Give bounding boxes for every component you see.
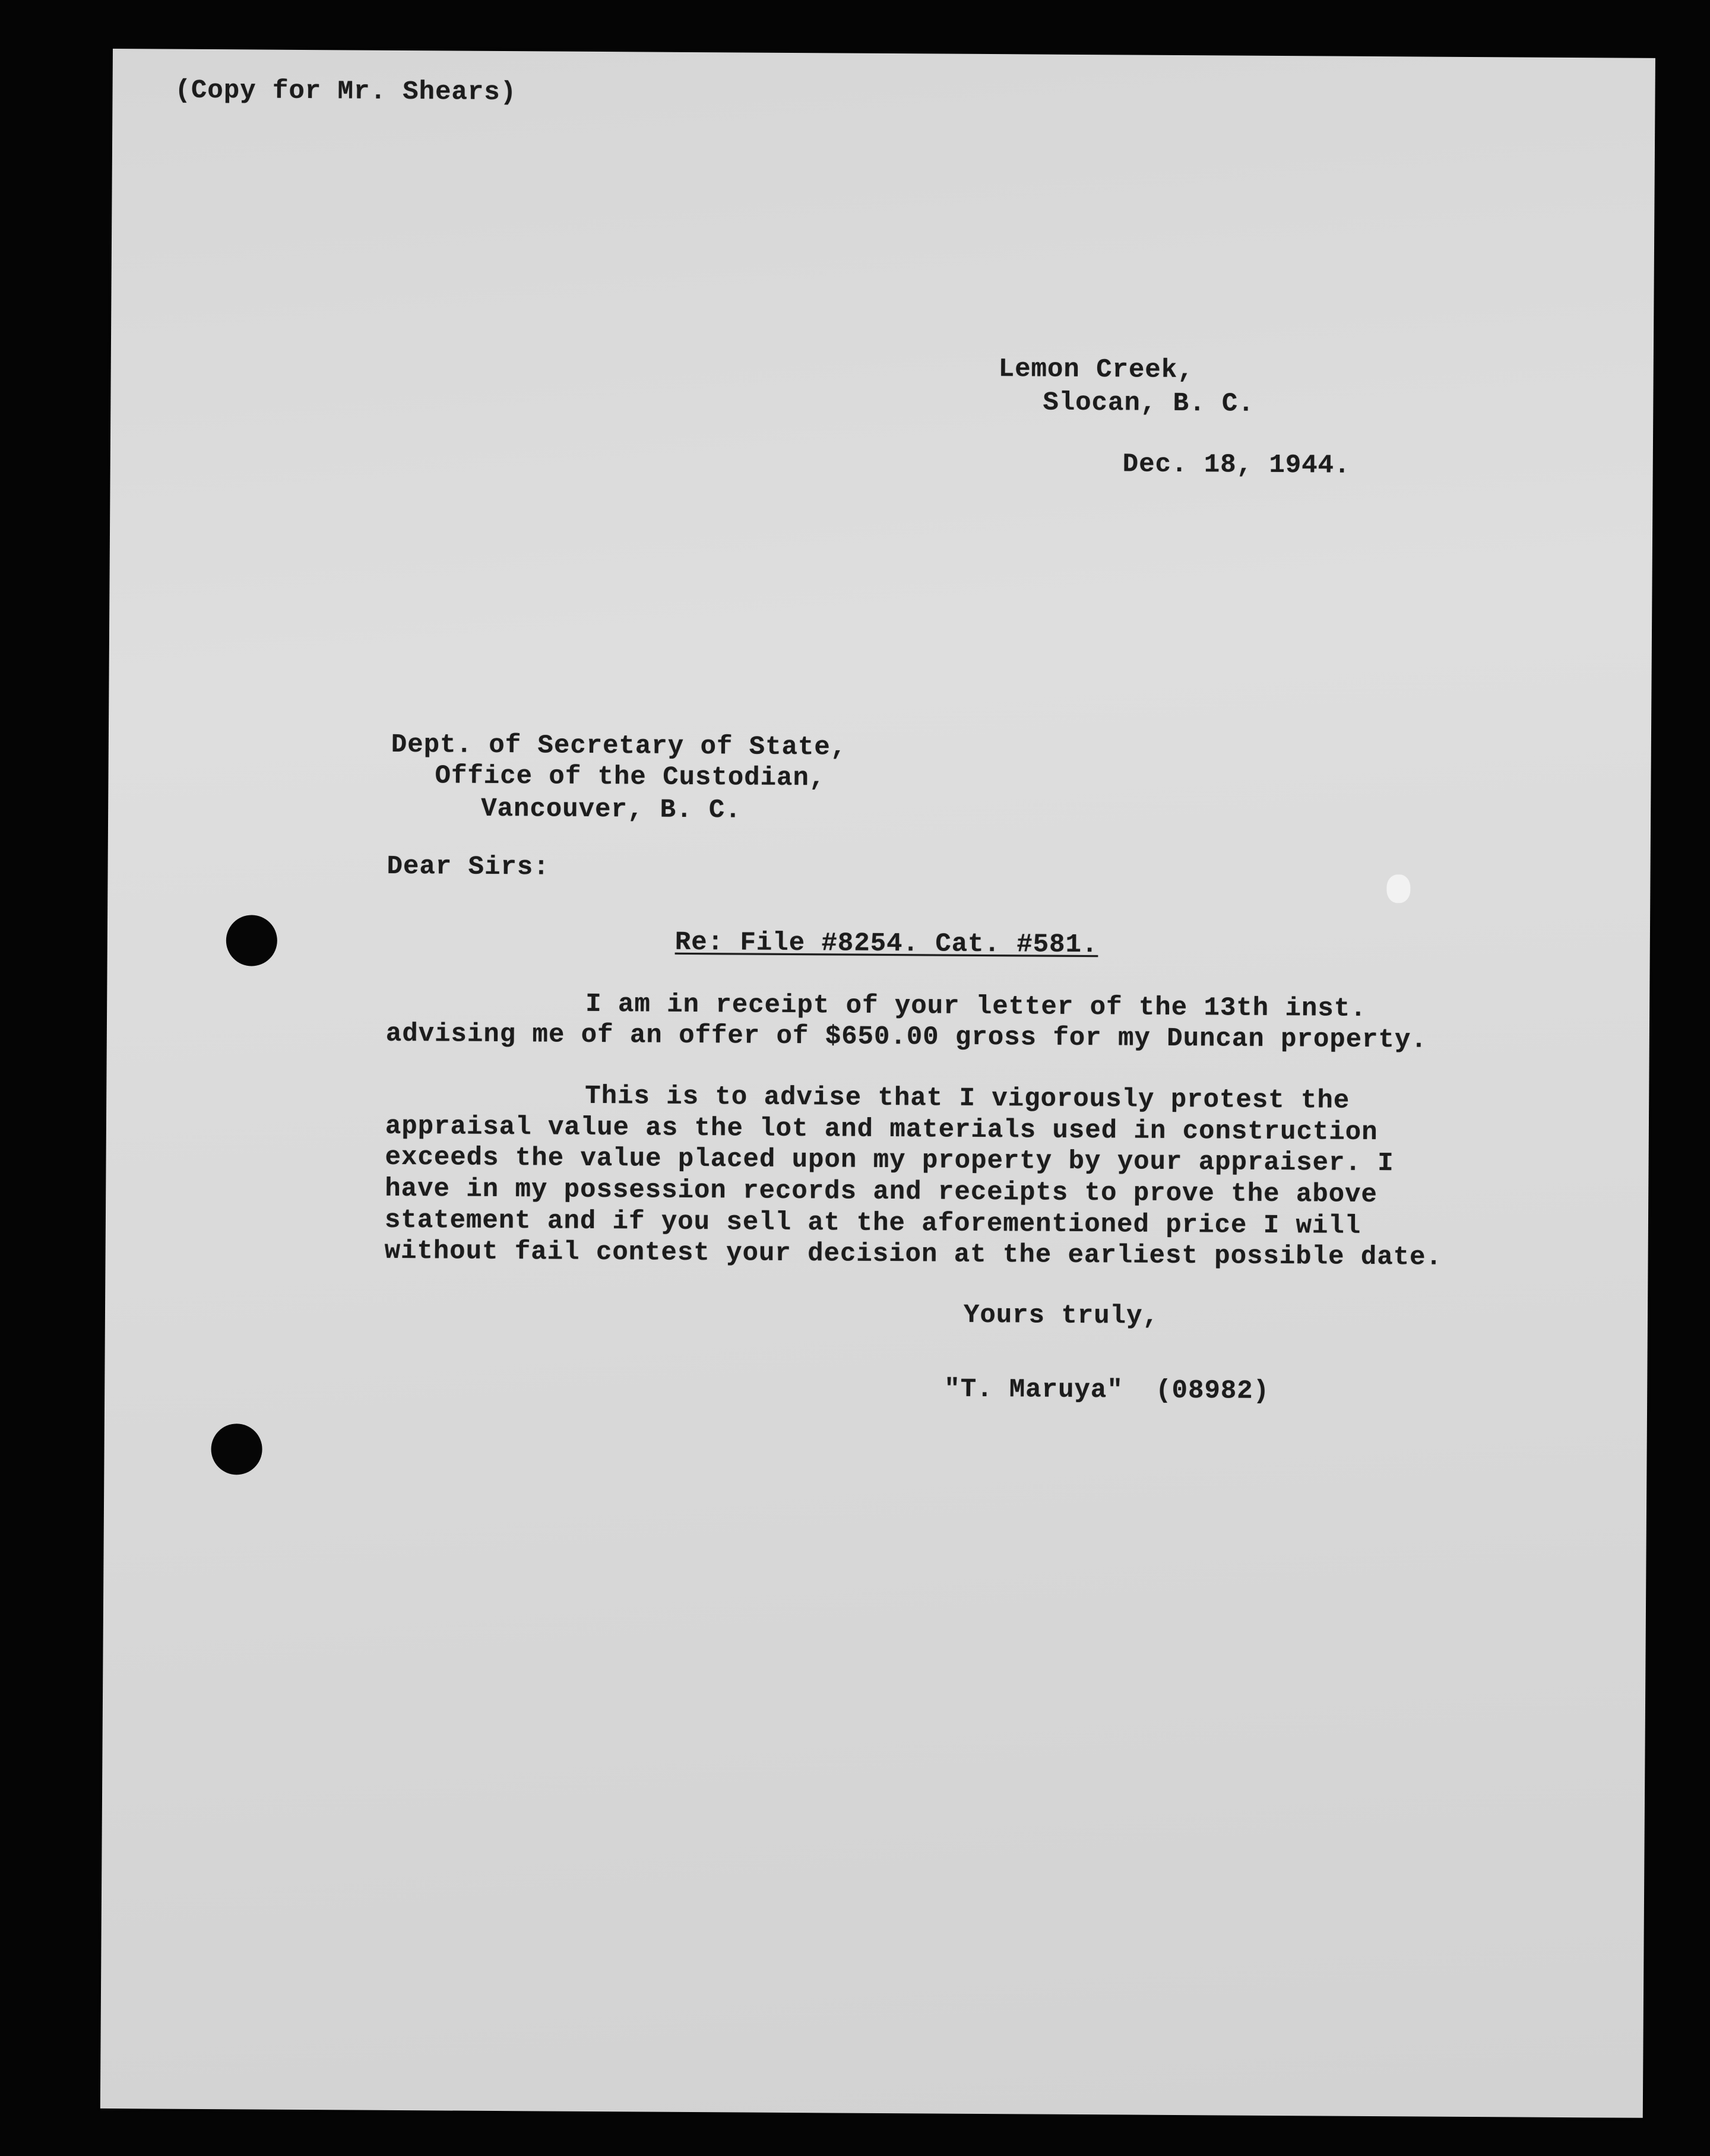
paragraph-1-line-1: I am in receipt of your letter of the 13th inst. <box>585 989 1367 1024</box>
paragraph-2-line-6: without fail contest your decision at the earliest possible date. <box>384 1236 1443 1273</box>
recipient-line-3: Vancouver, B. C. <box>481 794 742 826</box>
paragraph-2-line-3: exceeds the value placed upon my property by your appraiser. I <box>385 1142 1394 1179</box>
paragraph-2-line-5: statement and if you sell at the aforementioned price I will <box>384 1205 1361 1241</box>
signature: "T. Maruya" <box>944 1374 1123 1406</box>
sender-address-line-1: Lemon Creek, <box>998 354 1194 386</box>
paragraph-2-line-4: have in my possession records and receipts to prove the above <box>385 1174 1378 1210</box>
paragraph-2-line-1: This is to advise that I vigorously protest the <box>585 1081 1350 1116</box>
recipient-line-1: Dept. of Secretary of State, <box>391 730 847 763</box>
paragraph-1-line-2: advising me of an offer of $650.00 gross for my Duncan property. <box>385 1019 1427 1055</box>
letter-page <box>100 49 1655 2118</box>
sender-address-line-2: Slocan, B. C. <box>1043 388 1255 419</box>
paper-blemish <box>1386 874 1410 903</box>
recipient-line-2: Office of the Custodian, <box>435 761 826 794</box>
paragraph-2-line-2: appraisal value as the lot and materials used in construction <box>385 1111 1378 1148</box>
punch-hole-icon <box>211 1423 262 1475</box>
closing: Yours truly, <box>963 1300 1159 1331</box>
letter-date: Dec. 18, 1944. <box>1122 449 1351 481</box>
salutation: Dear Sirs: <box>387 851 550 883</box>
subject-line: Re: File #8254. Cat. #581. <box>674 927 1098 960</box>
copy-note: (Copy for Mr. Shears) <box>175 75 517 108</box>
punch-hole-icon <box>226 915 278 966</box>
reference-number: (08982) <box>1155 1375 1270 1406</box>
